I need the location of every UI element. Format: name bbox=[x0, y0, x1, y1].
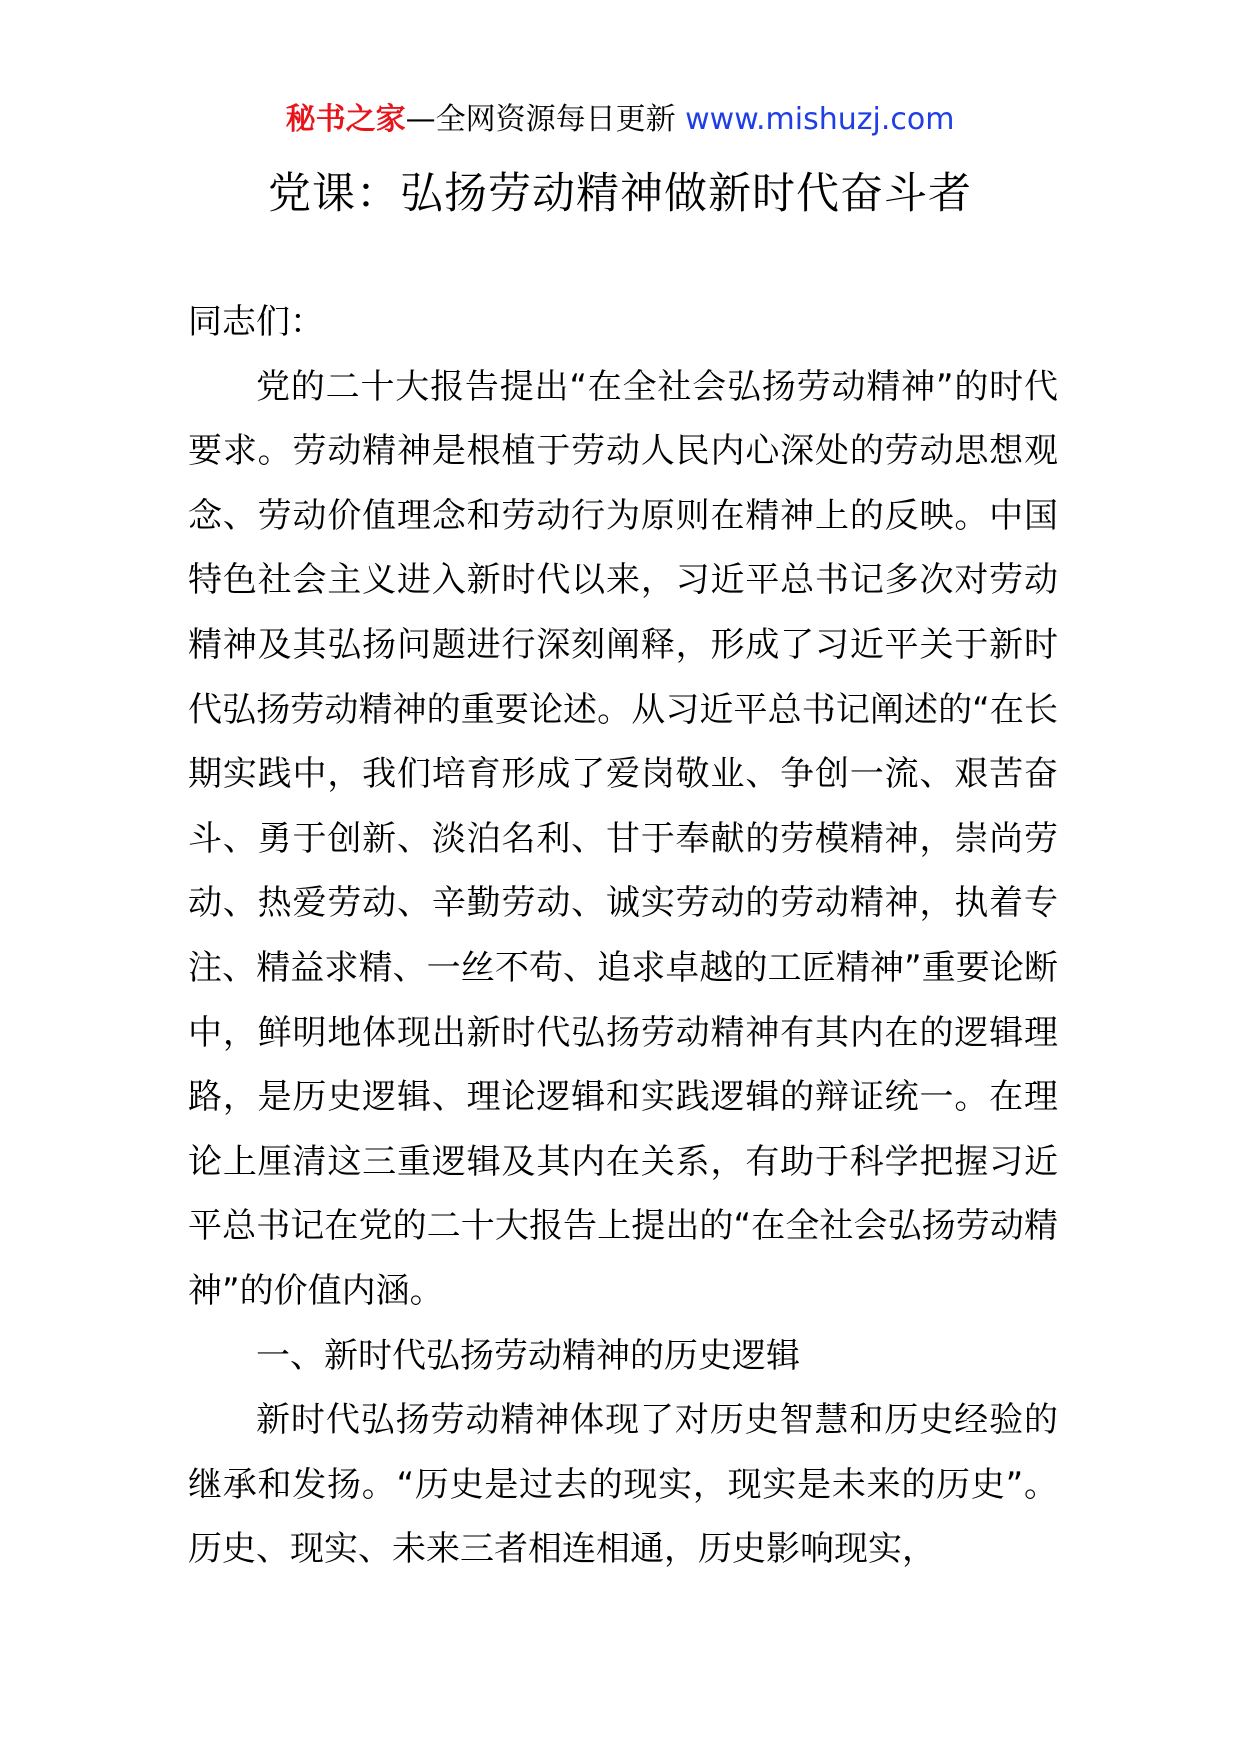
site-url-link[interactable]: www.mishuzj.com bbox=[685, 102, 955, 137]
site-header bbox=[0, 98, 1240, 142]
paragraph: 党的二十大报告提出“在全社会弘扬劳动精神”的时代要求。劳动精神是根植于劳动人民内心深处的劳动思想观念、劳动价值理念和劳动行为原则在精神上的反映。中国特色社会主义进入新时代以来，习近平总书记多次对劳动精神及其弘扬问题进行深刻阐释，形成了习近平关于新时代弘扬劳动精神的重要论述。从习近平总书记阐述的“在长期实践中，我们培育形成了爱岗敬业、争创一流、艰苦奋斗、勇于创新、淡泊名利、甘于奉献的劳模精神，崇尚劳动、热爱劳动、辛勤劳动、诚实劳动的劳动精神，执着专注、精益求精、一丝不苟、追求卓越的工匠精神”重要论断中，鲜明地体现出新时代弘扬劳动精神有其内在的逻辑理路，是历史逻辑、理论逻辑和实践逻辑的辩证统一。在理论上厘清这三重逻辑及其内在关系，有助于科学把握习近平总书记在党的二十大报告上提出的“在全社会弘扬劳动精神”的价值内涵。 bbox=[188, 366, 1058, 1311]
section-heading: 一、新时代弘扬劳动精神的历史逻辑 bbox=[256, 1335, 800, 1376]
site-tagline: —全网资源每日更新 bbox=[405, 102, 686, 137]
document-title: 党课：弘扬劳动精神做新时代奋斗者 bbox=[268, 169, 972, 219]
document-body bbox=[188, 290, 1058, 1582]
paragraph: 新时代弘扬劳动精神体现了对历史智慧和历史经验的继承和发扬。“历史是过去的现实，现实是未来的历史”。历史、现实、未来三者相连相通，历史影响现实， bbox=[188, 1400, 1058, 1570]
brand-name: 秘书之家 bbox=[285, 102, 406, 137]
salutation: 同志们： bbox=[188, 302, 324, 342]
